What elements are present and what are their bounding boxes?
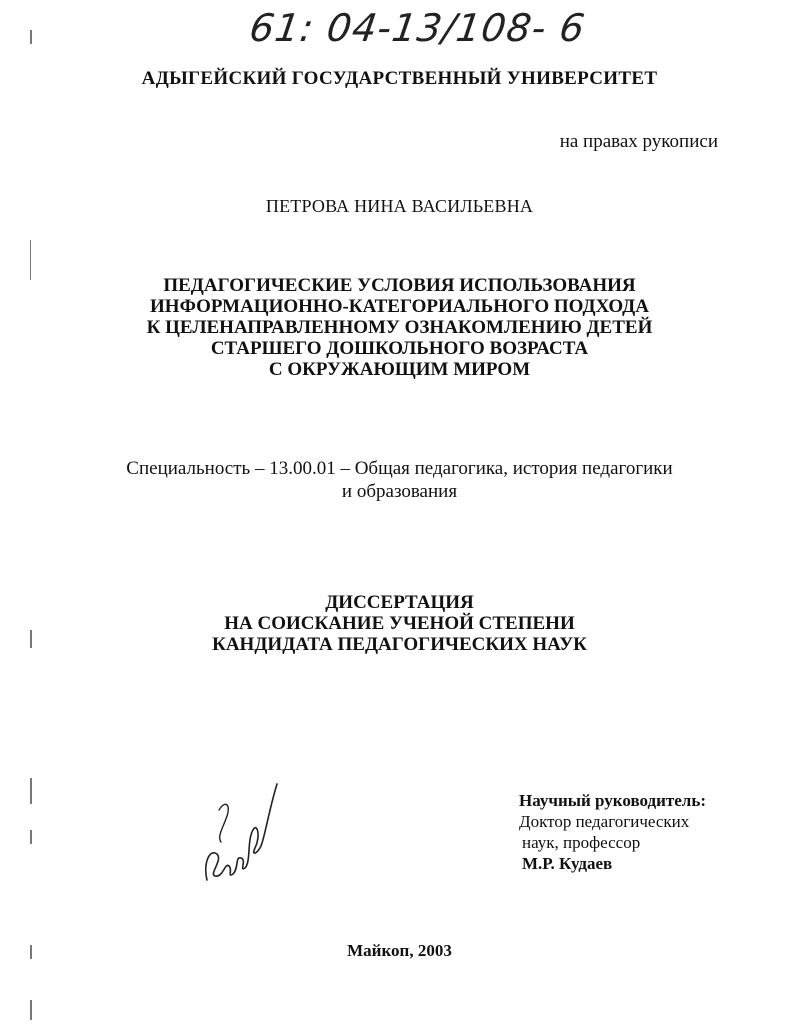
city-year: Майкоп, 2003 [347,941,452,960]
degree-line: НА СОИСКАНИЕ УЧЕНОЙ СТЕПЕНИ [224,613,575,634]
manuscript-note: на правах рукописи [559,131,718,152]
university-name: АДЫГЕЙСКИЙ ГОСУДАРСТВЕННЫЙ УНИВЕРСИТЕТ [141,68,658,89]
scan-artifact [30,778,32,804]
title-line: К ЦЕЛЕНАПРАВЛЕННОМУ ОЗНАКОМЛЕНИЮ ДЕТЕЙ [146,317,653,338]
advisor-title: наук, профессор [522,833,641,852]
dissertation-title [0,275,799,380]
title-line: С ОКРУЖАЮЩИМ МИРОМ [268,359,531,380]
scan-artifact [30,30,32,44]
advisor-name: М.Р. Кудаев [522,854,613,873]
advisor-degree: Доктор педагогических [519,812,690,831]
specialty [0,457,799,503]
scan-artifact [30,945,32,959]
degree-line: КАНДИДАТА ПЕДАГОГИЧЕСКИХ НАУК [212,634,587,655]
handwritten-catalog-code: 61: 04-13/108- 6 [246,6,589,50]
degree-statement [0,592,799,655]
scan-artifact [30,1000,32,1020]
degree-line: ДИССЕРТАЦИЯ [325,592,474,613]
scan-artifact [30,830,32,844]
title-line: СТАРШЕГО ДОШКОЛЬНОГО ВОЗРАСТА [210,338,589,359]
scan-artifact [30,630,32,648]
handwritten-signature [195,770,295,890]
specialty-line: и образования [341,481,458,502]
title-line: ИНФОРМАЦИОННО-КАТЕГОРИАЛЬНОГО ПОДХОДА [150,296,649,317]
scientific-advisor [519,790,706,874]
author-name: ПЕТРОВА НИНА ВАСИЛЬЕВНА [265,196,534,216]
title-line: ПЕДАГОГИЧЕСКИЕ УСЛОВИЯ ИСПОЛЬЗОВАНИЯ [163,275,636,296]
specialty-line: Специальность – 13.00.01 – Общая педагогика, история педагогики [126,458,673,479]
advisor-heading: Научный руководитель: [519,791,706,810]
scan-artifact [30,240,31,280]
